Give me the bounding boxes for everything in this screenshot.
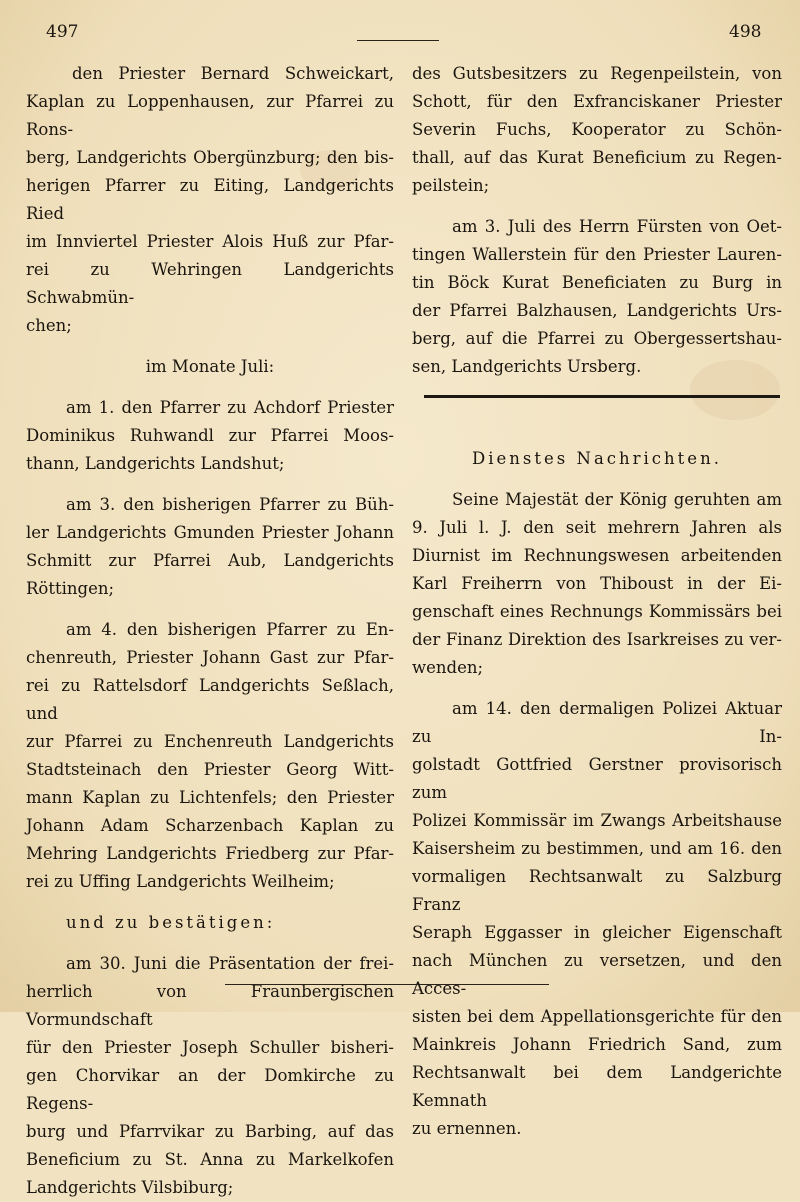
text-line: Mehring Landgerichts Friedberg zur Pfar- — [26, 844, 394, 863]
text-line: herigen Pfarrer zu Eiting, Landgerichts Ried — [26, 176, 394, 223]
text-line: vormaligen Rechtsanwalt zu Salzburg Franz — [412, 867, 782, 914]
section-divider — [424, 395, 780, 398]
text-line: Seraph Eggasser in gleicher Eigenschaft — [412, 923, 782, 942]
text-line: chen; — [26, 316, 72, 335]
text-line: Kaplan zu Loppenhausen, zur Pfarrei zu Rons- — [26, 92, 394, 139]
text-line: zur Pfarrei zu Enchenreuth Landgerichts — [26, 732, 394, 751]
text-line: herrlich von Fraunbergischen Vormundschaft — [26, 982, 394, 1029]
text-line: berg, auf die Pfarrei zu Obergessertshau- — [412, 329, 782, 348]
left-column — [26, 60, 394, 1202]
text-line: zu ernennen. — [412, 1119, 522, 1138]
section-heading: Dienstes Nachrichten. — [472, 449, 722, 468]
text-line: sen, Landgerichts Ursberg. — [412, 357, 642, 376]
text-line: tin Böck Kurat Beneficiaten zu Burg in — [412, 273, 782, 292]
text-line: Polizei Kommissär im Zwangs Arbeitshause — [412, 811, 782, 830]
text-line: am 30. Juni die Präsentation der frei- — [66, 954, 394, 973]
text-line: Schott, für den Exfranciskaner Priester — [412, 92, 782, 111]
text-line: mann Kaplan zu Lichtenfels; den Priester — [26, 788, 394, 807]
text-line: rei zu Rattelsdorf Landgerichts Seßlach, und — [26, 676, 394, 723]
text-line: am 14. den dermaligen Polizei Aktuar zu In- — [412, 699, 782, 746]
text-line: Seine Majestät der König geruhten am — [452, 490, 782, 509]
text-line: im Innviertel Priester Alois Huß zur Pfar- — [26, 232, 394, 251]
text-line: rei zu Wehringen Landgerichts Schwabmün- — [26, 260, 394, 307]
text-line: am 3. den bisherigen Pfarrer zu Büh- — [66, 495, 394, 514]
text-line: Kaisersheim zu bestimmen, und am 16. den — [412, 839, 782, 858]
text-line: am 1. den Pfarrer zu Achdorf Priester — [66, 398, 394, 417]
text-line: Johann Adam Scharzenbach Kaplan zu — [26, 816, 394, 835]
text-line: Rechtsanwalt bei dem Landgerichte Kemnath — [412, 1063, 782, 1110]
text-line: tingen Wallerstein für den Priester Lauren- — [412, 245, 782, 264]
text-line: Dominikus Ruhwandl zur Pfarrei Moos- — [26, 426, 394, 445]
text-line: der Finanz Direktion des Isarkreises zu ver- — [412, 630, 782, 649]
text-line: ler Landgerichts Gmunden Priester Johann — [26, 523, 394, 542]
page-number-right: 498 — [729, 22, 762, 42]
text-line: des Gutsbesitzers zu Regenpeilstein, von — [412, 64, 782, 83]
text-line: thall, auf das Kurat Beneficium zu Regen- — [412, 148, 782, 167]
text-line: thann, Landgerichts Landshut; — [26, 454, 285, 473]
text-line: der Pfarrei Balzhausen, Landgerichts Urs- — [412, 301, 782, 320]
text-line: berg, Landgerichts Obergünzburg; den bis- — [26, 148, 394, 167]
text-line: peilstein; — [412, 176, 490, 195]
text-line: Stadtsteinach den Priester Georg Witt- — [26, 760, 394, 779]
text-line: nach München zu versetzen, und den Acces- — [412, 951, 782, 998]
text-line: rei zu Uffing Landgerichts Weilheim; — [26, 872, 335, 891]
text-line: Karl Freiherrn von Thiboust in der Ei- — [412, 574, 782, 593]
subheading: im Monate Juli: — [145, 357, 275, 376]
text-line: gen Chorvikar an der Domkirche zu Regens- — [26, 1066, 394, 1113]
text-line: genschaft eines Rechnungs Kommissärs bei — [412, 602, 782, 621]
text-line: Landgerichts Vilsbiburg; — [26, 1178, 234, 1197]
text-line: 9. Juli l. J. den seit mehrern Jahren als — [412, 518, 782, 537]
text-line: Severin Fuchs, Kooperator zu Schön- — [412, 120, 782, 139]
right-column — [412, 60, 782, 1143]
text-line: burg und Pfarrvikar zu Barbing, auf das — [26, 1122, 394, 1141]
page-number-left: 497 — [46, 22, 79, 42]
header-rule — [357, 40, 439, 41]
text-line: chenreuth, Priester Johann Gast zur Pfar- — [26, 648, 394, 667]
text-line: den Priester Bernard Schweickart, — [72, 64, 394, 83]
text-line: Diurnist im Rechnungswesen arbeitenden — [412, 546, 782, 565]
text-line: Mainkreis Johann Friedrich Sand, zum — [412, 1035, 782, 1054]
text-line: Röttingen; — [26, 579, 115, 598]
text-line: Schmitt zur Pfarrei Aub, Landgerichts — [26, 551, 394, 570]
subheading: und zu bestätigen: — [66, 913, 276, 932]
text-line: golstadt Gottfried Gerstner provisorisch zum — [412, 755, 782, 802]
text-line: sisten bei dem Appellationsgerichte für den — [412, 1007, 782, 1026]
footer-rule — [225, 984, 549, 985]
text-line: am 4. den bisherigen Pfarrer zu En- — [66, 620, 394, 639]
text-line: Beneficium zu St. Anna zu Markelkofen — [26, 1150, 394, 1169]
text-line: am 3. Juli des Herrn Fürsten von Oet- — [452, 217, 782, 236]
text-line: für den Priester Joseph Schuller bisheri- — [26, 1038, 394, 1057]
text-line: wenden; — [412, 658, 484, 677]
